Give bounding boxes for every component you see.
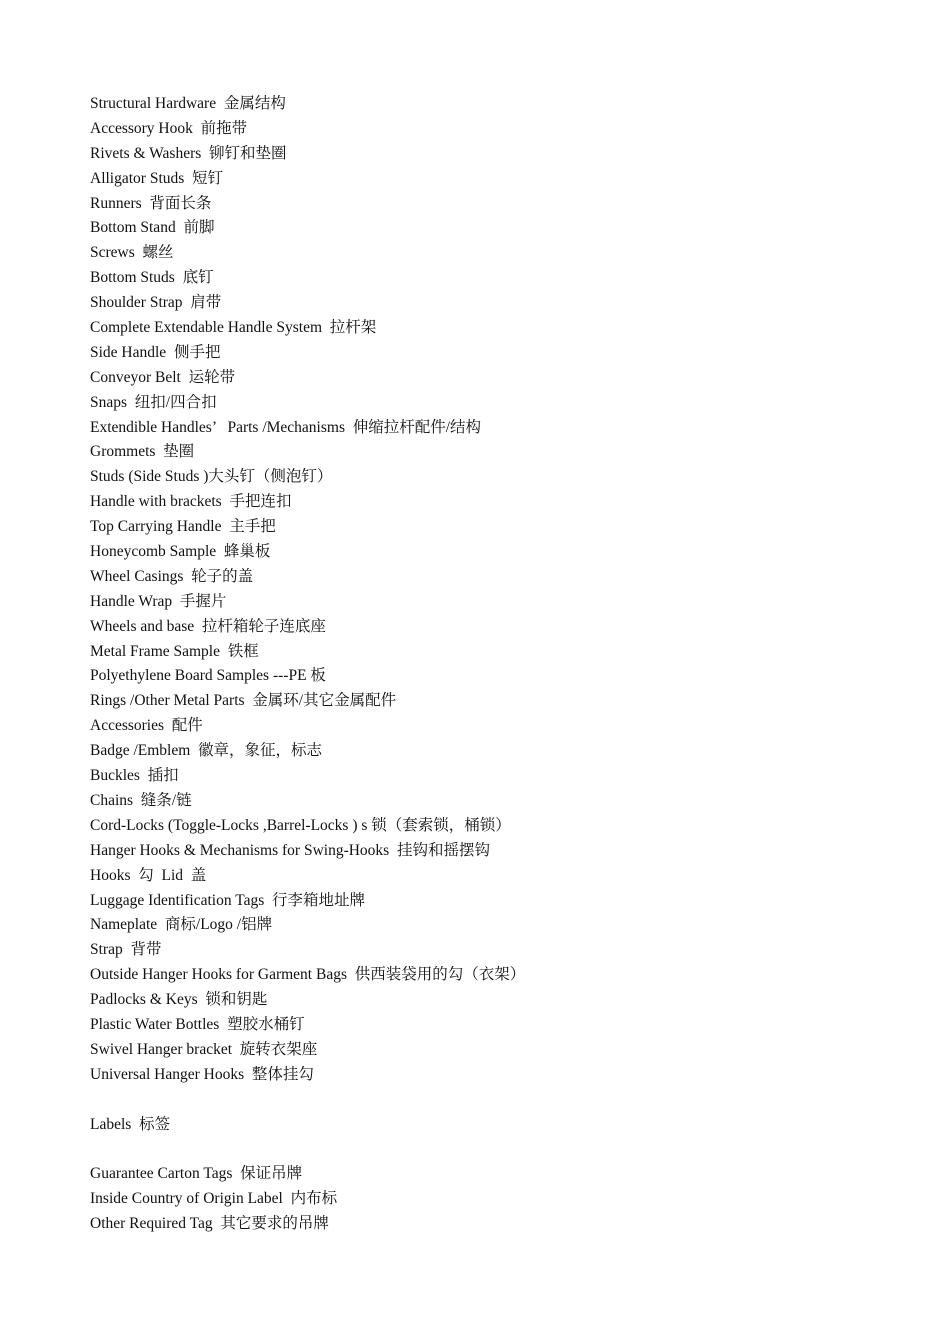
glossary-entry: Extendible Handles’ Parts /Mechanisms 伸缩拉杆配件/结构	[90, 418, 482, 436]
glossary-entry: Wheel Casings 轮子的盖	[90, 567, 254, 585]
blank-line	[90, 1088, 910, 1113]
blank-line	[90, 1137, 910, 1162]
glossary-entry: Alligator Studs 短钉	[90, 169, 224, 187]
glossary-entry: Bottom Stand 前脚	[90, 219, 215, 237]
section-heading-labels: Labels 标签	[90, 1115, 171, 1133]
glossary-entry: Bottom Studs 底钉	[90, 269, 214, 287]
glossary-entry: Side Handle 侧手把	[90, 343, 221, 361]
glossary-entry: Polyethylene Board Samples ---PE 板	[90, 667, 326, 685]
glossary-entry: Rivets & Washers 铆钉和垫圈	[90, 144, 287, 162]
glossary-entry: Accessory Hook 前拖带	[90, 119, 248, 137]
glossary-entry: Structural Hardware 金属结构	[90, 95, 286, 112]
glossary-entry: Other Required Tag 其它要求的吊牌	[90, 1215, 329, 1233]
glossary-entry: Strap 背带	[90, 941, 162, 959]
glossary-entry: Honeycomb Sample 蜂巢板	[90, 543, 271, 561]
glossary-entry: Shoulder Strap 肩带	[90, 294, 222, 312]
glossary-entry: Grommets 垫圈	[90, 443, 195, 461]
glossary-entry: Accessories 配件	[90, 717, 203, 735]
glossary-entry: Hooks 勾 Lid 盖	[90, 866, 207, 884]
glossary-entry: Outside Hanger Hooks for Garment Bags 供西装袋用的勾（衣架）	[90, 966, 526, 984]
glossary-entry: Cord-Locks (Toggle-Locks ,Barrel-Locks ) s 锁（套索锁，桶锁）	[90, 816, 511, 834]
glossary-entry: Wheels and base 拉杆箱轮子连底座	[90, 617, 326, 635]
glossary-entry: Chains 缝条/链	[90, 791, 192, 809]
glossary-entry: Complete Extendable Handle System 拉杆架	[90, 319, 377, 337]
glossary-entry: Metal Frame Sample 铁框	[90, 642, 259, 660]
glossary-entry: Buckles 插扣	[90, 767, 179, 785]
glossary-entry: Screws 螺丝	[90, 244, 174, 262]
glossary-entry: Luggage Identification Tags 行李箱地址牌	[90, 891, 365, 909]
glossary-entry: Handle Wrap 手握片	[90, 592, 227, 610]
glossary-entry: Universal Hanger Hooks 整体挂勾	[90, 1065, 314, 1083]
glossary-entry: Hanger Hooks & Mechanisms for Swing-Hooks 挂钩和摇摆钩	[90, 841, 490, 859]
glossary-entry: Conveyor Belt 运轮带	[90, 368, 236, 386]
glossary-entry: Swivel Hanger bracket 旋转衣架座	[90, 1040, 318, 1058]
glossary-entry: Handle with brackets 手把连扣	[90, 493, 292, 511]
glossary-entry: Nameplate 商标/Logo /铝牌	[90, 916, 273, 934]
glossary-entry: Badge /Emblem 徽章，象征，标志	[90, 742, 323, 760]
glossary-entry: Inside Country of Origin Label 内布标	[90, 1190, 338, 1208]
glossary-entry: Top Carrying Handle 主手把	[90, 518, 276, 536]
glossary-entry: Rings /Other Metal Parts 金属环/其它金属配件	[90, 692, 397, 710]
glossary-entry: Runners 背面长条	[90, 194, 212, 212]
glossary-entry: Padlocks & Keys 锁和钥匙	[90, 991, 268, 1009]
glossary-entry: Studs (Side Studs )大头钉（侧泡钉）	[90, 468, 333, 486]
glossary-entry: Guarantee Carton Tags 保证吊牌	[90, 1165, 303, 1183]
glossary-list	[90, 92, 910, 1237]
glossary-entry: Snaps 纽扣/四合扣	[90, 393, 217, 411]
glossary-entry: Plastic Water Bottles 塑胶水桶钉	[90, 1015, 305, 1033]
